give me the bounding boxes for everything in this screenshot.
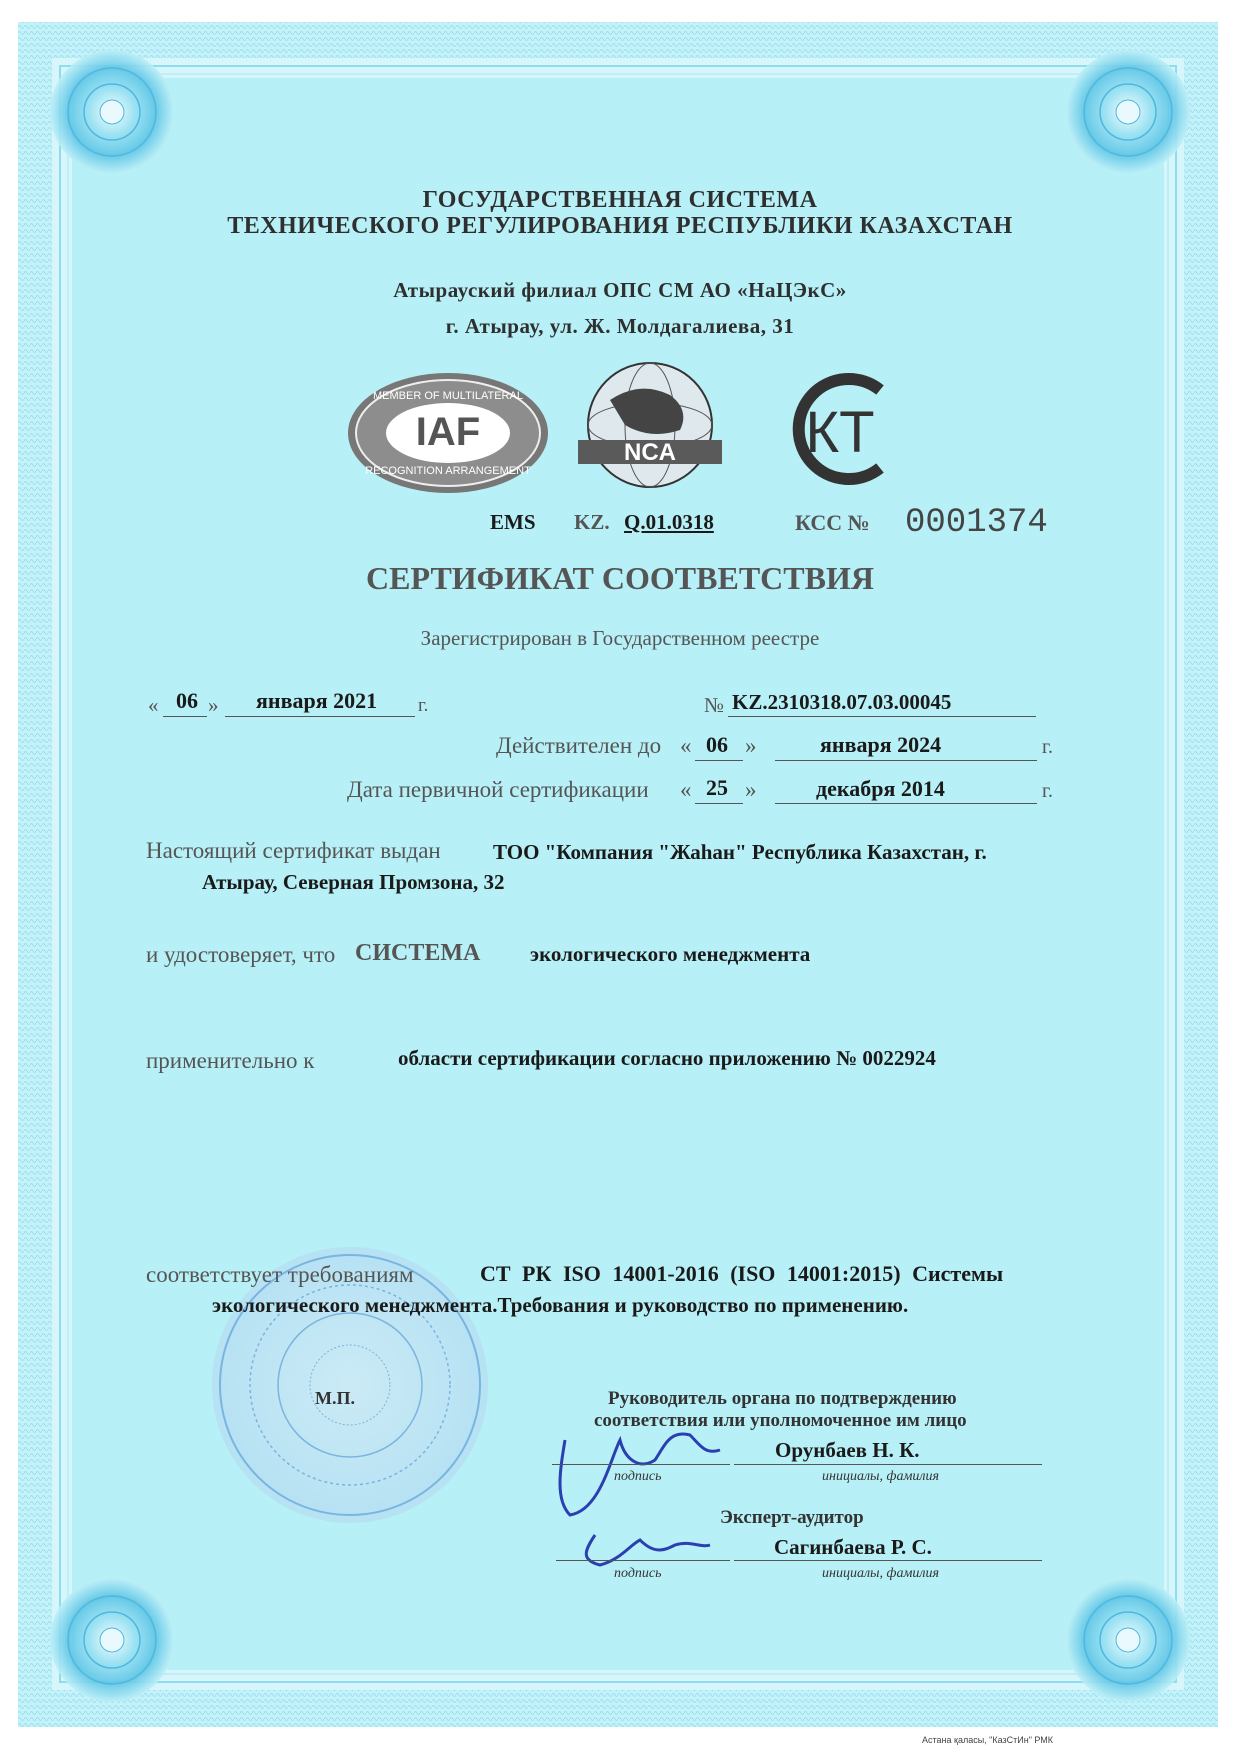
reg-date-day: 06 [176,688,198,713]
complies-value-line-1: СТ РК ISO 14001-2016 (ISO 14001:2015) Системы [480,1261,1004,1286]
expert-name-caption: инициалы, фамилия [822,1566,940,1581]
nca-logo-text: NCA [624,439,676,466]
kz-prefix: KZ. [574,510,610,534]
complies-label: соответствует требованиям [146,1262,414,1287]
rosette-top-right [1066,50,1190,174]
valid-until-label: Действителен до [496,733,662,758]
branch-address: г. Атырау, ул. Ж. Молдагалиева, 31 [445,314,795,338]
registered-text: Зарегистрирован в Государственном реестре [420,626,820,650]
valid-until-close-quote: » [745,733,757,758]
first-cert-year-suffix: г. [1042,780,1053,802]
official-stamp [212,1247,488,1523]
expert-signature-caption: подпись [614,1566,662,1581]
header-line-2: ТЕХНИЧЕСКОГО РЕГУЛИРОВАНИЯ РЕСПУБЛИКИ КАЗАХСТАН [227,213,1013,239]
first-cert-close-quote: » [745,777,757,802]
certifies-system-word: СИСТЕМА [355,940,481,966]
issued-to-value-line-1: ТОО "Компания "Жаһан" Республика Казахстан, г. [493,840,987,864]
reg-number-value: KZ.2310318.07.03.00045 [732,690,952,714]
kz-code: Q.01.0318 [624,510,714,534]
issued-to-label: Настоящий сертификат выдан [146,838,441,863]
reg-date-year-suffix: г. [418,695,429,716]
certificate-title: СЕРТИФИКАТ СООТВЕТСТВИЯ [366,560,874,596]
reg-number-label: № [704,693,725,717]
valid-until-month-year: января 2024 [820,732,942,757]
printer-imprint: Астана қаласы, "КазСтИн" РМК [922,1735,1054,1745]
first-cert-open-quote: « [680,777,692,802]
rosette-bottom-left [50,1578,174,1702]
reg-date-open-quote: « [148,693,159,717]
expert-name: Сагинбаева Р. С. [774,1535,932,1559]
first-cert-month-year: декабря 2014 [816,776,945,801]
issued-to-value-line-2: Атырау, Северная Промзона, 32 [202,870,505,894]
head-title-line-2: соответствия или уполномоченное им лицо [594,1410,967,1431]
reg-date-month-year: января 2021 [256,688,378,713]
head-name: Орунбаев Н. К. [775,1438,920,1462]
conformity-mark-letters: КТ [805,400,875,465]
iaf-ring-top-text: MEMBER OF MULTILATERAL [373,390,523,402]
iaf-logo [348,373,548,493]
expert-title: Эксперт-аудитор [720,1507,864,1528]
kss-label: КСС № [795,510,870,535]
rosette-bottom-right [1066,1578,1190,1702]
certifies-value: экологического менеджмента [530,942,811,966]
valid-until-open-quote: « [680,733,692,758]
head-signature-caption: подпись [614,1469,662,1484]
reg-date-close-quote: » [208,693,219,717]
first-cert-day: 25 [706,775,728,800]
branch-name: Атырауский филиал ОПС СМ АО «НаЦЭкС» [393,278,847,302]
valid-until-day: 06 [706,732,728,757]
complies-value-line-2: экологического менеджмента.Требования и руководство по применению. [212,1293,909,1317]
kss-number: 0001374 [905,504,1048,542]
first-cert-label: Дата первичной сертификации [347,777,649,802]
iaf-ring-bottom-text: RECOGNITION ARRANGEMENT [365,465,531,477]
head-title-line-1: Руководитель органа по подтверждению [608,1388,957,1409]
iaf-main-text: IAF [415,410,481,454]
valid-until-year-suffix: г. [1042,736,1053,758]
head-name-caption: инициалы, фамилия [822,1469,940,1484]
certifies-label: и удостоверяет, что [146,942,336,967]
ems-label: EMS [490,510,536,534]
rosette-top-left [50,50,174,174]
stamp-label: М.П. [315,1388,355,1408]
applies-value: области сертификации согласно приложению № 0022924 [398,1046,936,1070]
applies-label: применительно к [146,1048,315,1073]
header-line-1: ГОСУДАРСТВЕННАЯ СИСТЕМА [422,187,818,213]
